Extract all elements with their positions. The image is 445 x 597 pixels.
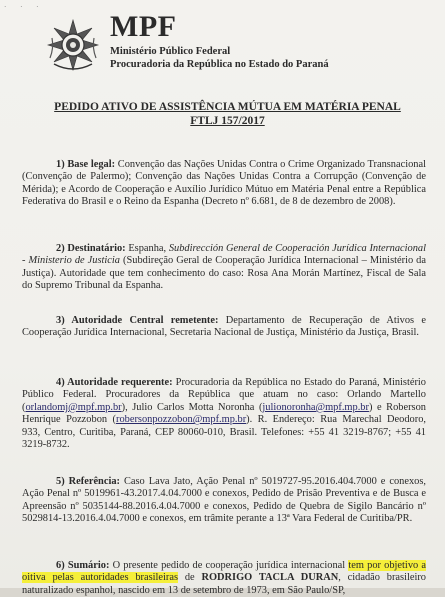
section-text: (Subdireção Geral de Cooperação Jurídica Internacional – Ministério da Justiça). Autoridade que tem conhecimento do caso: Rosa Ana Morán Martínez, Fiscal de Sala do Supremo Tribunal da Espanha. xyxy=(22,255,426,292)
brazil-republic-seal-icon xyxy=(44,18,102,72)
section-text: de xyxy=(178,572,202,584)
org-acronym: MPF xyxy=(110,10,177,43)
section-text: Departamento de Recuperação de Ativos e Cooperação Jurídica Internacional, Secretaria Nacional de Justiça, Ministério da Justiça, Brasil. xyxy=(22,315,426,339)
section-label: 2) Destinatário: xyxy=(56,243,126,254)
section-text: Caso Lava Jato, Ação Penal nº 5019727-95.2016.404.7000 e conexos, Ação Penal nº 5019961-43.2017.4.04.7000 e conexos, Pedido de Prisão Preventiva e de Busca e Apreensão nº 5035144-88.2016.4.04.7000 e conexos, Pedido de Quebra de Sigilo Bancário nº 5029814-13.2016.4.04.7000 e conexos, em trâmite perante a 13ª Vara Federal de Curitiba/PR. xyxy=(22,476,426,525)
section-text: Procuradoria da República no Estado do Paraná, Ministério Público Federal. Procuradores da República que atuam no caso: Orlando Martello ( xyxy=(22,377,426,413)
letterhead xyxy=(44,12,404,72)
section-label: 5) Referência: xyxy=(56,476,120,487)
section-central-authority xyxy=(22,315,426,340)
section-summary xyxy=(22,560,426,597)
section-legal-basis xyxy=(22,159,426,209)
section-recipient xyxy=(22,243,426,293)
section-text: Espanha, xyxy=(125,243,169,254)
highlighted-text: tem por objetivo a oitiva pelas autoridades brasileiras xyxy=(22,560,427,584)
section-label: 4) Autoridade requerente: xyxy=(56,377,173,388)
section-text: ) e Roberson Henrique Pozzobon ( xyxy=(22,401,426,426)
document-title: PEDIDO ATIVO DE ASSISTÊNCIA MÚTUA EM MATÉRIA PENAL xyxy=(54,101,401,113)
email-link[interactable]: orlandomj@mpf.mp.br xyxy=(25,401,122,413)
org-unit: Procuradoria da República no Estado do Paraná xyxy=(110,59,329,70)
section-text-italic: Subdirección General de Cooperación Jurídica Internacional - Ministerio de Justicia xyxy=(22,243,427,267)
section-text: , cidadão brasileiro naturalizado espanhol, nascido em 13 de setembro de 1973, em São Paulo/SP, xyxy=(22,572,426,596)
section-text: ), Julio Carlos Motta Noronha ( xyxy=(121,401,263,413)
section-text: O presente pedido de cooperação jurídica internacional xyxy=(109,560,349,571)
section-requesting-authority xyxy=(22,377,426,451)
section-label: 6) Sumário: xyxy=(56,560,110,571)
section-text: Convenção das Nações Unidas Contra o Crime Organizado Transnacional (Convenção de Palermo); Convenção das Nações Unidas Contra a Corrupção (Convenção de Mérida); e Acordo de Cooperação e Auxílio Jurídico Mútuo em Matéria Penal entre a República Federativa do Brasil e o Reino da Espanha (Decreto nº 6.681, de 8 de dezembro de 2008). xyxy=(22,159,426,208)
section-label: 1) Base legal: xyxy=(56,159,116,170)
section-label: 3) Autoridade Central remetente: xyxy=(56,315,219,326)
email-link[interactable]: robersonpozzobon@mpf.mp.br xyxy=(115,414,247,426)
section-reference xyxy=(22,476,426,526)
email-link[interactable]: julionoronha@mpf.mp.br xyxy=(262,401,369,413)
document-reference: FTLJ 157/2017 xyxy=(190,115,265,127)
scan-artifact-dots: · · · xyxy=(4,3,45,11)
org-name: Ministério Público Federal xyxy=(110,46,231,57)
section-text: ). R. Endereço: Rua Marechal Deodoro, 933, Centro, Curitiba, Paraná, CEP 80060-010, Brasil. Telefones: +55 41 3219-8767; +55 41 3219-8732. xyxy=(22,414,426,451)
person-name: RODRIGO TACLA DURAN xyxy=(201,572,339,584)
